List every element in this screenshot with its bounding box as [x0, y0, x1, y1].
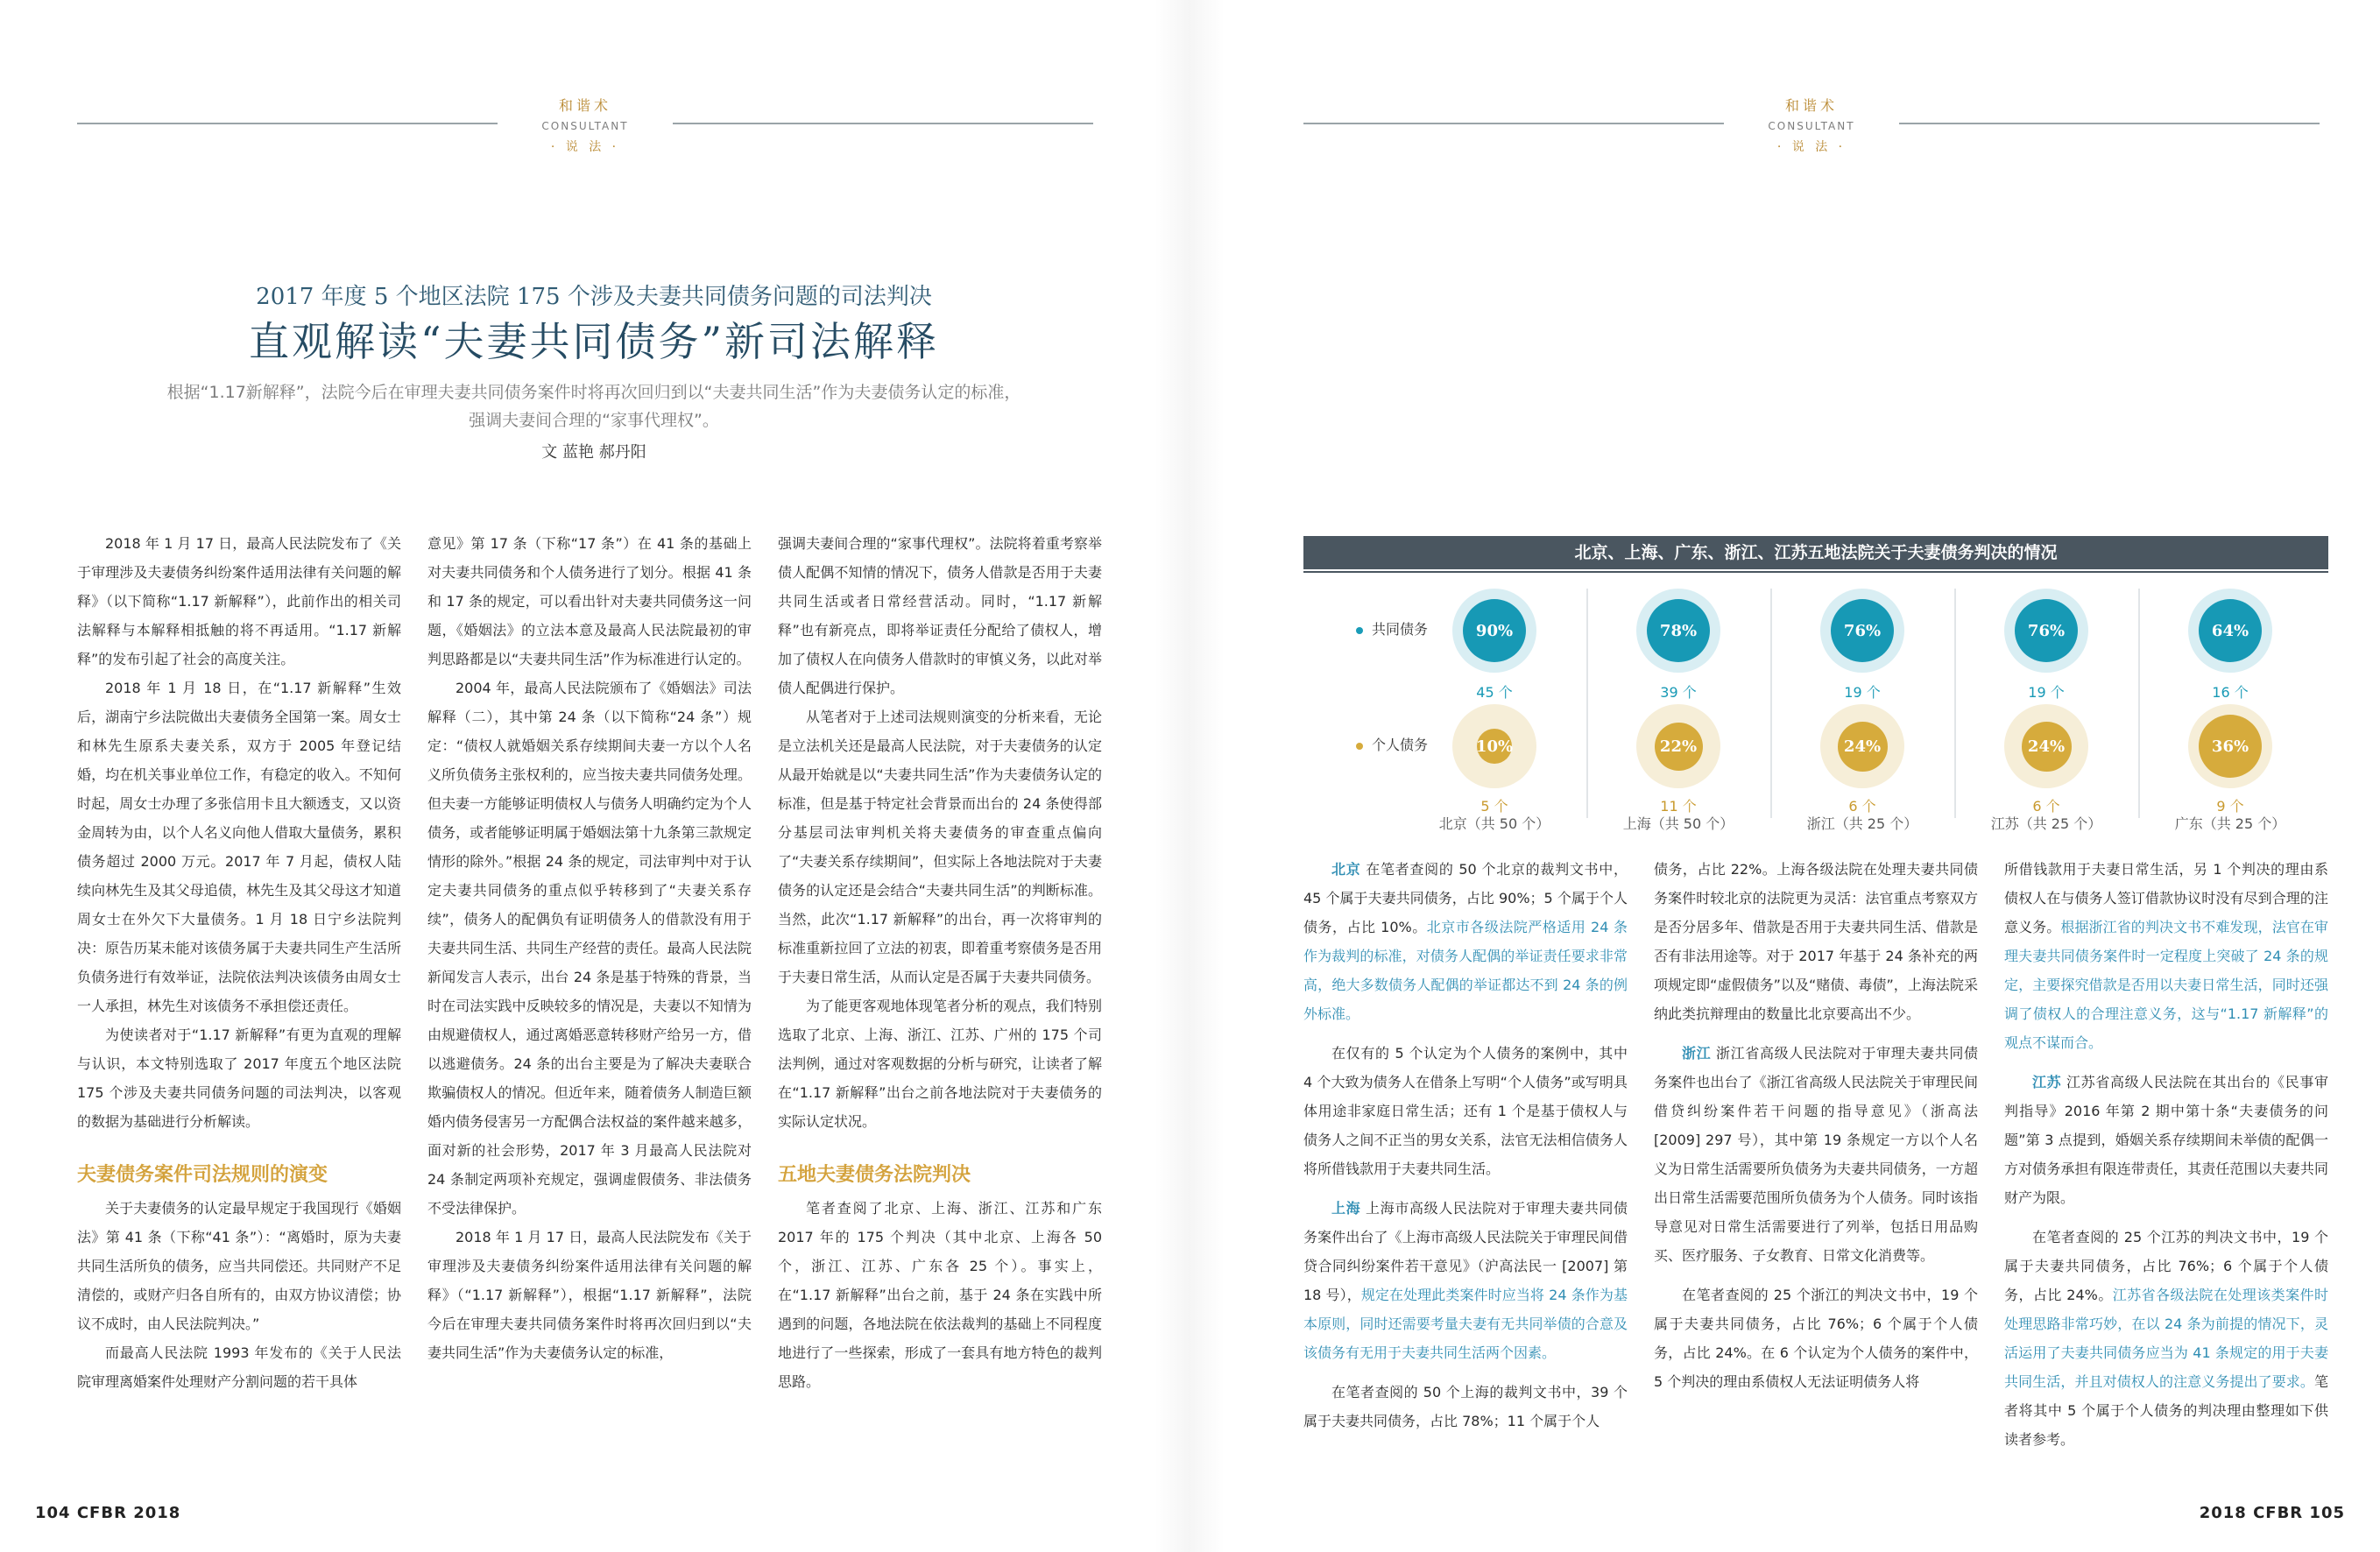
joint-debt-percent: 76% [1831, 599, 1894, 662]
header-rule-left [77, 123, 498, 124]
paragraph [1654, 1039, 1978, 1270]
paragraph: 2018 年 1 月 17 日，最高人民法院发布了《关于审理涉及夫妻债务纠纷案件适用法律有关问题的解释》（以下简称“1.17 新解释”），此前作出的相关司法解释与本解释相抵触的将不再适用。“1.17 新解释”的发布引起了社会的高度关注。 [77, 535, 401, 667]
text-column-2 [427, 529, 752, 1367]
section-name: 和谐术 [558, 97, 611, 114]
paragraph: 为了能更客观地体现笔者分析的观点，我们特别选取了北京、上海、浙江、江苏、广州的 175 个司法判例，通过对客观数据的分析与研究，让读者了解在“1.17 新解释”出台之前各地法院对于夫妻债务的实际认定状况。 [778, 998, 1102, 1130]
highlight-text: 规定在处理此类案件时应当将 24 条作为基本原则，同时还需要考量夫妻有无共同举债的合意及该债务有无用于夫妻共同生活两个因素。 [1303, 1287, 1628, 1361]
city-column [2143, 578, 2318, 832]
paragraph [2004, 1068, 2328, 1212]
text-run: 上海市高级人民法院对于审理夫妻共同债务案件出台了《上海市高级人民法院关于审理民间借贷合同纠纷案件若干意见》（沪高法民一 [2007] 第 18 号）， [1303, 1200, 1628, 1303]
column-divider [1954, 589, 1956, 818]
city-category-label: 江苏（共 25 个） [1990, 815, 2102, 832]
paragraph: 从笔者对于上述司法规则演变的分析来看，无论是立法机关还是最高人民法院，对于夫妻债务的认定从最开始就是以“夫妻共同生活”作为夫妻债务认定的标准，但是基于特定社会背景而出台的 24 条使得部分基层司法审判机关将夫妻债务的审查重点偏向了“夫妻关系存续期间”，但实际上各地法院对于夫妻债务的认定还是会结合“夫妻共同生活”的判断标准。当然，此次“1.17 新解释”的出台，再一次将审判的标准重新拉回了立法的初衷，即着重考察债务是否用于夫妻日常生活，从而认定是否属于夫妻共同债务。 [778, 709, 1102, 985]
header-rule-right [1899, 123, 2320, 124]
paragraph: 在笔者查阅的 25 个浙江的判决文书中，19 个属于夫妻共同债务，占比 76%；6 个属于个人债务，占比 24%。在 6 个认定为个人债务的案件中，5 个判决的理由系债权人无法证明债务人将 [1654, 1287, 1978, 1390]
individual-debt-percent: 36% [2199, 715, 2262, 778]
city-category-label: 浙江（共 25 个） [1806, 815, 1918, 832]
paragraph [2004, 855, 2328, 1057]
page-folio: 104 CFBR 2018 [35, 1504, 181, 1522]
paragraph: 在笔者查阅的 50 个上海的裁判文书中，39 个属于夫妻共同债务，占比 78%；11 个属于个人 [1303, 1384, 1628, 1429]
infographic-title: 北京、上海、广东、浙江、江苏五地法院关于夫妻债务判决的情况 [1303, 536, 2328, 569]
section-mark [498, 95, 673, 155]
city-category-label: 上海（共 50 个） [1622, 815, 1734, 832]
paragraph [2004, 1223, 2328, 1454]
paragraph: 笔者查阅了北京、上海、浙江、江苏和广东 2017 年的 175 个判决（其中北京、上海各 50 个，浙江、江苏、广东各 25 个）。事实上，在“1.17 新解释”出台之前，基于 24 条在实践中所遇到的问题，各地法院在依法裁判的基础上不同程度地进行了一些探索，形成了一套具有地方特色的裁判思路。 [778, 1200, 1102, 1390]
joint-debt-count: 39 个 [1660, 684, 1697, 701]
joint-debt-percent: 78% [1647, 599, 1710, 662]
debt-judgment-infographic [1303, 536, 2328, 832]
section-heading: 夫妻债务案件司法规则的演变 [77, 1164, 328, 1186]
subsection-name: · 说 法 · [550, 140, 620, 154]
legend-label: 共同债务 [1372, 621, 1429, 638]
individual-debt-count: 6 个 [2032, 798, 2060, 815]
joint-debt-ring [1636, 589, 1720, 673]
paragraph: 债务，占比 22%。上海各级法院在处理夫妻共同债务案件时较北京的法院更为灵活：法官重点考察双方是否分居多年、借款是否用于夫妻共同生活、借款是否有非法用途等。对于 2017 年基于 24 条补充的两项规定即“虚假债务”以及“赌债、毒债”，上海法院采纳此类抗辩理由的数量比北京要高出不少。 [1654, 861, 1978, 1022]
text-column-3 [2004, 855, 2328, 1454]
joint-debt-ring [1452, 589, 1536, 673]
text-run: 笔者将其中 5 个属于个人债务的判决理由整理如下供读者参考。 [2004, 1373, 2328, 1448]
legend-label: 个人债务 [1372, 737, 1429, 753]
section-heading: 五地夫妻债务法院判决 [778, 1164, 971, 1186]
city-label: 江苏 [2032, 1074, 2062, 1090]
section-mark [1724, 95, 1899, 155]
highlight-text: 江苏省各级法院在处理该类案件时处理思路非常巧妙，在以 24 条为前提的情况下，灵活运用了夫妻共同债务应当为 41 条规定的用于夫妻共同生活，并且对债权人的注意义务提出了要求。 [2004, 1287, 2328, 1390]
paragraph [1303, 855, 1628, 1028]
kicker: 2017 年度 5 个地区法院 175 个涉及夫妻共同债务问题的司法判决 [256, 284, 932, 310]
column-divider [1586, 589, 1588, 818]
paragraph [1303, 1194, 1628, 1367]
paragraph: 在仅有的 5 个认定为个人债务的案例中，其中 4 个大致为债务人在借条上写明“个人债务”或写明具体用途非家庭日常生活；还有 1 个是基于债权人与债务人之间不正当的男女关系，法官无法相信债务人将所借钱款用于夫妻共同生活。 [1303, 1045, 1628, 1177]
individual-debt-percent: 22% [1655, 723, 1703, 771]
joint-debt-count: 16 个 [2212, 684, 2249, 701]
individual-debt-ring [1636, 704, 1720, 788]
section-name-en: CONSULTANT [541, 120, 629, 132]
city-column [1407, 578, 1582, 832]
paragraph: 为使读者对于“1.17 新解释”有更为直观的理解与认识，本文特别选取了 2017 年度五个地区法院 175 个涉及夫妻共同债务问题的司法判决，以客观的数据为基础进行分析解读。 [77, 1026, 401, 1130]
byline: 文 蓝艳 郝丹阳 [541, 443, 646, 462]
text-run: 在笔者查阅的 50 个北京的裁判文书中，45 个属于夫妻共同债务，占比 90%；5 个属于个人债务，占比 10%。 [1303, 861, 1628, 935]
paragraph: 意见》第 17 条（下称“17 条”）在 41 条的基础上对夫妻共同债务和个人债务进行了划分。根据 41 条和 17 条的规定，可以看出针对夫妻共同债务这一问题，《婚姻法》的立法本意及最高人民法院最初的审判思路都是以“夫妻共同生活”作为标准进行认定的。 [427, 535, 752, 667]
city-label: 浙江 [1682, 1045, 1712, 1062]
paragraph: 2018 年 1 月 17 日，最高人民法院发布《关于审理涉及夫妻债务纠纷案件适用法律有关问题的解释》（“1.17 新解释”），根据“1.17 新解释”，法院今后在审理夫妻共同债务案件时将再次回归到以“夫妻共同生活”作为夫妻债务认定的标准， [427, 1229, 752, 1361]
highlight-text: 北京市各级法院严格适用 24 条作为裁判的标准，对债务人配偶的举证责任要求非常高，绝大多数债务人配偶的举证都达不到 24 条的例外标准。 [1303, 919, 1628, 1022]
city-column [1959, 578, 2134, 832]
legend-dot [1356, 627, 1363, 634]
column-divider [2138, 589, 2140, 818]
joint-debt-count: 45 个 [1476, 684, 1513, 701]
joint-debt-percent: 64% [2199, 599, 2262, 662]
individual-debt-count: 9 个 [2216, 798, 2244, 815]
joint-debt-ring [2188, 589, 2272, 673]
text-run: 浙江省高级人民法院对于审理夫妻共同债务案件也出台了《浙江省高级人民法院关于审理民间借贷纠纷案件若干问题的指导意见》（浙高法 [2009] 297 号），其中第 19 条规定一方以个人名义为日常生活需要所负债务为夫妻共同债务，一方超出日常生活需要范围所负债务为个人债务。同时该指导意见对日常生活需要进行了列举，包括日用品购买、医疗服务、子女教育、日常文化消费等。 [1654, 1045, 1978, 1264]
paragraph: 关于夫妻债务的认定最早规定于我国现行《婚姻法》第 41 条（下称“41 条”）：“离婚时，原为夫妻共同生活所负的债务，应当共同偿还。共同财产不足清偿的，或财产归各自所有的，由双方协议清偿；协议不成时，由人民法院判决。” [77, 1200, 401, 1332]
individual-debt-count: 5 个 [1480, 798, 1508, 815]
joint-debt-count: 19 个 [2028, 684, 2065, 701]
article-deck [77, 378, 1111, 434]
city-label: 北京 [1331, 861, 1361, 878]
individual-debt-percent: 24% [1838, 722, 1888, 772]
individual-debt-count: 11 个 [1660, 798, 1697, 815]
text-run: 所借钱款用于夫妻日常生活，另 1 个判决的理由系债权人在与债务人签订借款协议时没有尽到合理的注意义务。 [2004, 861, 2328, 935]
running-header [77, 95, 1093, 156]
paragraph: 而最高人民法院 1993 年发布的《关于人民法院审理离婚案件处理财产分割问题的若干具体 [77, 1344, 401, 1390]
right-page [1190, 0, 2380, 1552]
page-folio: 2018 CFBR 105 [2199, 1504, 2345, 1522]
joint-debt-count: 19 个 [1844, 684, 1881, 701]
city-category-label: 北京（共 50 个） [1438, 815, 1550, 832]
header-rule-left [1303, 123, 1724, 124]
section-name: 和谐术 [1784, 97, 1838, 114]
city-category-label: 广东（共 25 个） [2174, 815, 2286, 832]
deck-line: 强调夫妻间合理的“家事代理权”。 [469, 411, 719, 430]
individual-debt-count: 6 个 [1848, 798, 1876, 815]
deck-line: 根据“1.17新解释”，法院今后在审理夫妻共同债务案件时将再次回归到以“夫妻共同生活”作为夫妻债务认定的标准， [166, 383, 1021, 402]
text-column-1 [77, 529, 401, 1396]
text-run: 在笔者查阅的 25 个江苏的判决文书中，19 个属于夫妻共同债务，占比 76%；6 个属于个人债务，占比 24%。 [2004, 1229, 2328, 1303]
city-column [1591, 578, 1766, 832]
individual-debt-percent: 24% [2022, 722, 2072, 772]
joint-debt-percent: 90% [1463, 599, 1526, 662]
article-title: 直观解读“夫妻共同债务”新司法解释 [248, 318, 940, 365]
text-run: 江苏省高级人民法院在其出台的《民事审判指导》2016 年第 2 期中第十条“夫妻债务的问题”第 3 点提到，婚姻关系存续期间未举债的配偶一方对债务承担有限连带责任，其责任范围以夫妻共同财产为限。 [2004, 1074, 2328, 1206]
text-column-3 [778, 529, 1102, 1396]
joint-debt-ring [1820, 589, 1904, 673]
text-column-2 [1654, 855, 1978, 1396]
joint-debt-percent: 76% [2015, 599, 2078, 662]
individual-debt-ring [1820, 704, 1904, 788]
subsection-name: · 说 法 · [1776, 140, 1847, 154]
legend-dot [1356, 743, 1363, 750]
column-divider [1770, 589, 1772, 818]
city-label: 上海 [1331, 1200, 1361, 1217]
joint-debt-ring [2004, 589, 2088, 673]
individual-debt-percent: 10% [1477, 729, 1512, 764]
individual-debt-ring [1452, 704, 1536, 788]
running-header [1303, 95, 2320, 156]
header-rule-right [673, 123, 1093, 124]
individual-debt-ring [2004, 704, 2088, 788]
paragraph: 2018 年 1 月 18 日，在“1.17 新解释”生效后，湖南宁乡法院做出夫妻债务全国第一案。周女士和林先生原系夫妻关系，双方于 2005 年登记结婚，均在机关事业单位工作，有稳定的收入。不知何时起，周女士办理了多张信用卡且大额透支，又以资金周转为由，以个人名义向他人借取大量债务，累积债务超过 2000 万元。2017 年 7 月起，债权人陆续向林先生及其父母追债，林先生及其父母这才知道周女士在外欠下大量债务。1 月 18 日宁乡法院判决：原告历某未能对该债务属于夫妻共同生产生活所负债务进行有效举证，法院依法判决该债务由周女士一人承担，林先生对该债务不承担偿还责任。 [77, 680, 401, 1014]
paragraph: 2004 年，最高人民法院颁布了《婚姻法》司法解释（二），其中第 24 条（以下简称“24 条”）规定：“债权人就婚姻关系存续期间夫妻一方以个人名义所负债务主张权利的，应当按夫妻共同债务处理。但夫妻一方能够证明债权人与债务人明确约定为个人债务，或者能够证明属于婚姻法第十九条第三款规定情形的除外。”根据 24 条的规定，司法审判中对于认定夫妻共同债务的重点似乎转移到了“夫妻关系存续”，债务人的配偶负有证明债务人的借款没有用于夫妻共同生活、共同生产经营的责任。最高人民法院新闻发言人表示，出台 24 条是基于特殊的背景，当时在司法实践中反映较多的情况是，夫妻以不知情为由规避债权人，通过离婚恶意转移财产给另一方，借以逃避债务。24 条的出台主要是为了解决夫妻联合欺骗债权人的情况。但近年来，随着债务人制造巨额婚内债务侵害另一方配偶合法权益的案件越来越多，面对新的社会形势，2017 年 3 月最高人民法院对 24 条制定两项补充规定，强调虚假债务、非法债务不受法律保护。 [427, 680, 752, 1217]
individual-debt-ring [2188, 704, 2272, 788]
section-name-en: CONSULTANT [1768, 120, 1855, 132]
paragraph: 强调夫妻间合理的“家事代理权”。法院将着重考察举债人配偶不知情的情况下，债务人借款是否用于夫妻共同生活或者日常经营活动。同时，“1.17 新解释”也有新亮点，即将举证责任分配给了债权人，增加了债权人在向债务人借款时的审慎义务，以此对举债人配偶进行保护。 [778, 535, 1102, 696]
text-column-1 [1303, 855, 1628, 1436]
city-column [1775, 578, 1950, 832]
highlight-text: 根据浙江省的判决文书不难发现，法官在审理夫妻共同债务案件时一定程度上突破了 24 条的规定，主要探究借款是否用以夫妻日常生活，同时还强调了债权人的合理注意义务，这与“1.17 新解释”的观点不谋而合。 [2004, 919, 2328, 1051]
